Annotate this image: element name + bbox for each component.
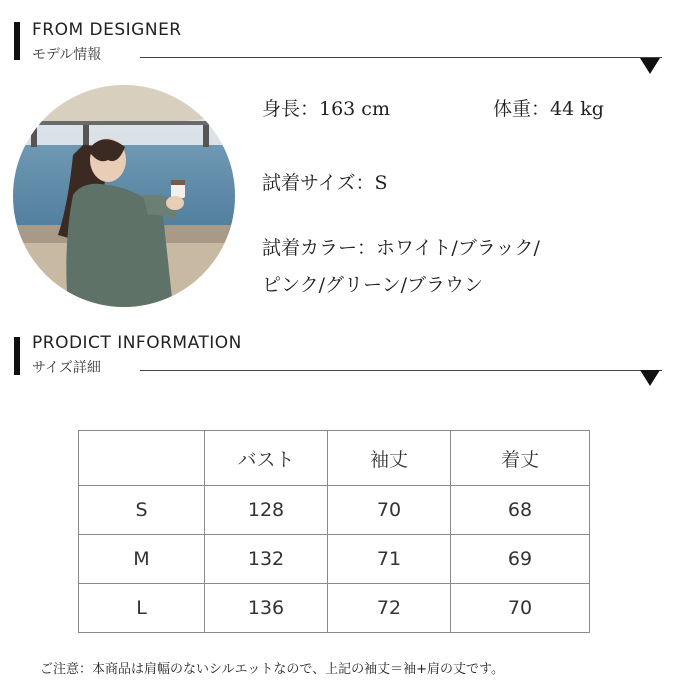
table-row — [79, 535, 590, 584]
designer-section-title: FROM DESIGNER — [32, 20, 182, 40]
table-cell: 132 — [205, 535, 328, 584]
table-cell: 68 — [451, 486, 590, 535]
try-color-line1: 試着カラー：ホワイト/ブラック/ — [262, 237, 540, 259]
table-cell: 71 — [328, 535, 451, 584]
table-cell: 136 — [205, 584, 328, 633]
table-row — [79, 486, 590, 535]
try-size: 試着サイズ：S — [262, 172, 388, 194]
size-table — [78, 430, 590, 633]
model-height: 身長：163 cm — [262, 98, 390, 120]
try-color-line2: ピンク/グリーン/ブラウン — [262, 274, 484, 296]
table-header-cell: 袖丈 — [328, 431, 451, 486]
table-header-row — [79, 431, 590, 486]
designer-section-subtitle: モデル情報 — [32, 47, 102, 63]
section-bar-designer — [14, 22, 20, 60]
triangle-down-icon — [640, 370, 660, 386]
triangle-down-icon — [640, 58, 660, 74]
table-header-cell: 着丈 — [451, 431, 590, 486]
table-cell-size: S — [79, 486, 205, 535]
table-cell: 70 — [451, 584, 590, 633]
model-photo — [13, 85, 235, 307]
table-row — [79, 584, 590, 633]
product-section-subtitle: サイズ詳細 — [32, 360, 101, 376]
table-cell-size: L — [79, 584, 205, 633]
section-bar-product — [14, 337, 20, 375]
model-photo-illustration — [13, 85, 235, 307]
table-cell: 70 — [328, 486, 451, 535]
size-note: ご注意：本商品は肩幅のないシルエットなので、上記の袖丈＝袖+肩の丈です。 — [40, 662, 505, 677]
model-weight: 体重：44 kg — [493, 98, 604, 120]
table-cell-size: M — [79, 535, 205, 584]
product-section-title: PRODICT INFORMATION — [32, 333, 242, 353]
product-divider — [140, 370, 662, 371]
table-cell: 128 — [205, 486, 328, 535]
table-cell: 69 — [451, 535, 590, 584]
table-header-cell: バスト — [205, 431, 328, 486]
designer-divider — [140, 57, 662, 58]
table-header-cell — [79, 431, 205, 486]
table-cell: 72 — [328, 584, 451, 633]
